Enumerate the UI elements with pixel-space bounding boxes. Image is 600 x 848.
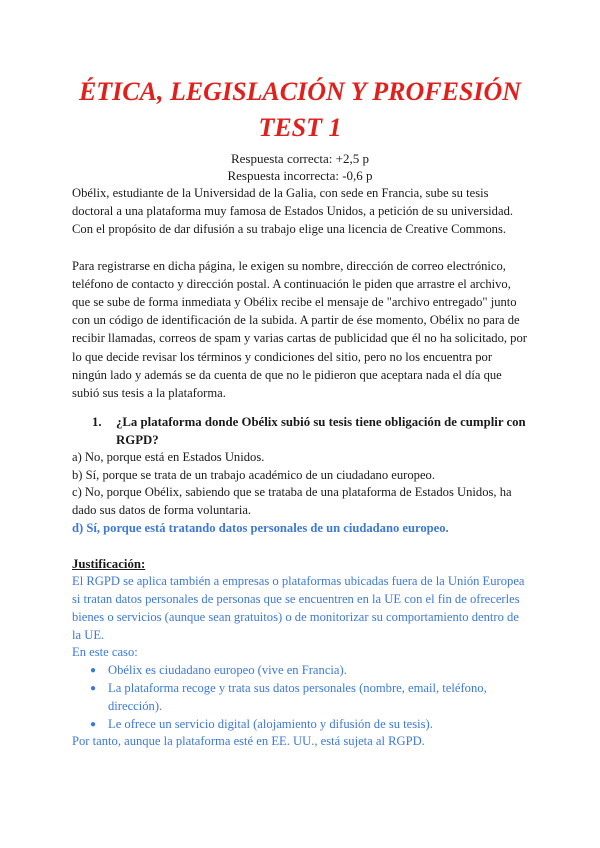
justification-text: El RGPD se aplica también a empresas o plataformas ubicadas fuera de la Unión Europea si tratan datos personales de personas que se encuentren en la UE con el fin de ofrecerles bienes o servicios (aunque sean gratuitos) o de monitorizar su comportamiento dentro de la UE. [72, 574, 525, 642]
document-title: ÉTICA, LEGISLACIÓN Y PROFESIÓN [78, 77, 522, 106]
correct-score: Respuesta correcta: +2,5 p [230, 151, 369, 166]
option-b: b) Sí, porque se trata de un trabajo académico de un ciudadano europeo. [72, 467, 435, 482]
conclusion: Por tanto, aunque la plataforma esté en EE. UU., está sujeta al RGPD. [72, 734, 425, 749]
scoring-info [72, 150, 528, 184]
question-number: 1. [92, 415, 102, 430]
justification-heading: Justificación: [72, 557, 146, 572]
case-intro: En este caso: [72, 645, 138, 660]
bullet-text: Obélix es ciudadano europeo (vive en Francia). [108, 663, 347, 678]
test-title: TEST 1 [258, 113, 342, 142]
bullet-icon: ● [90, 682, 97, 694]
question-1 [72, 414, 528, 449]
bullet-text: La plataforma recoge y trata sus datos personales (nombre, email, teléfono, dirección). [108, 680, 487, 713]
option-d-correct: d) Sí, porque está tratando datos personales de un ciudadano europeo. [72, 520, 449, 535]
justification-bullets [72, 662, 528, 733]
intro-paragraph-1: Obélix, estudiante de la Universidad de la Galia, con sede en Francia, sube su tesis doctoral a una plataforma muy famosa de Estados Unidos, a petición de su universidad. Con el propósito de dar difusión a su trabajo elige una licencia de Creative Commons. [72, 186, 514, 237]
bullet-item [90, 716, 528, 734]
option-a: a) No, porque está en Estados Unidos. [72, 450, 265, 465]
bullet-icon: ● [90, 718, 97, 730]
bullet-icon: ● [90, 665, 97, 677]
bullet-item [90, 662, 528, 680]
intro-paragraph-2: Para registrarse en dicha página, le exigen su nombre, dirección de correo electrónico, teléfono de contacto y dirección postal. A continuación le piden que arrastre el archivo, que se sube de forma inmediata y Obélix recibe el mensaje de "archivo entregado" junto con un código de identificación de la subida. A partir de ése momento, Obélix no para de recibir llamadas, correos de spam y varias cartas de publicidad que él no ha solicitado, por lo que decide revisar los términos y condiciones del sitio, pero no los encuentra por ningún lado y además se da cuenta de que no le pidieron que aceptara nada el día que subió sus tesis a la plataforma. [72, 258, 527, 401]
bullet-text: Le ofrece un servicio digital (alojamiento y difusión de su tesis). [108, 716, 433, 731]
question-text: ¿La plataforma donde Obélix subió su tesis tiene obligación de cumplir con RGPD? [116, 415, 526, 447]
option-c: c) No, porque Obélix, sabiendo que se trataba de una plataforma de Estados Unidos, ha dado sus datos de forma voluntaria. [72, 485, 512, 518]
incorrect-score: Respuesta incorrecta: -0,6 p [227, 168, 373, 183]
bullet-item [90, 680, 528, 716]
